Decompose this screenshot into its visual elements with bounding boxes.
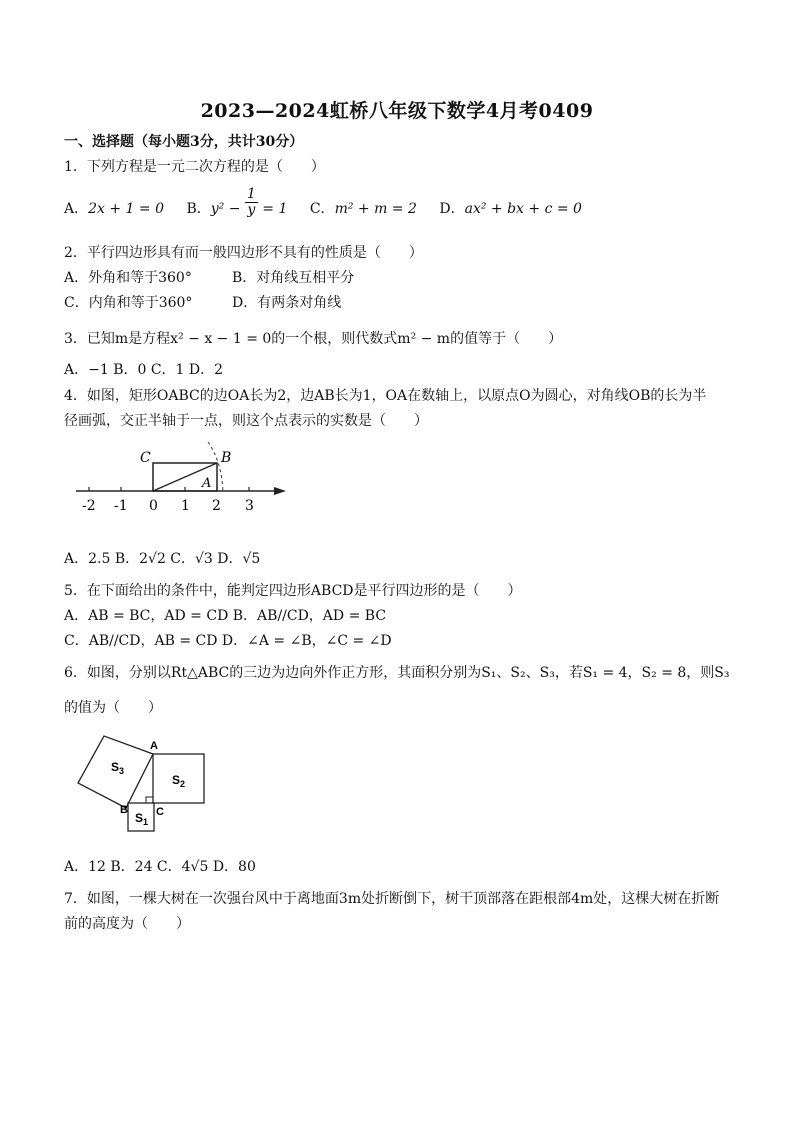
axis-arrow-icon bbox=[274, 487, 286, 495]
label-b: B bbox=[221, 450, 232, 466]
question-6-options: A．12 B．24 C．4√5 D．80 bbox=[64, 859, 256, 875]
label-b: B bbox=[120, 804, 128, 816]
q1-option-d bbox=[439, 200, 582, 218]
q1-option-d-label: D． bbox=[439, 201, 465, 217]
label-s1 bbox=[135, 811, 148, 827]
label-c: C bbox=[156, 806, 164, 818]
q1-option-a bbox=[64, 200, 164, 218]
q1-option-a-label: A． bbox=[64, 201, 89, 217]
label-s3 bbox=[111, 760, 124, 776]
q2-option-c: C．内角和等于360° bbox=[64, 295, 193, 311]
q1-option-c-expr: m² + m = 2 bbox=[334, 201, 417, 217]
pythagoras-squares-figure bbox=[74, 735, 214, 835]
question-2-options-row1 bbox=[64, 269, 354, 287]
label-s3-letter: S bbox=[111, 760, 120, 774]
number-line-figure bbox=[70, 438, 300, 520]
question-1-stem: 1．下列方程是一元二次方程的是（ ） bbox=[64, 159, 325, 175]
question-3-options: A．−1 B．0 C．1 D．2 bbox=[64, 362, 224, 378]
label-s2 bbox=[172, 773, 185, 789]
question-6-stem-line1: 6．如图，分别以Rt△ABC的三边为边向外作正方形，其面积分别为S₁、S₂、S₃，若S₁ = 4，S₂ = 8，则S₃ bbox=[64, 665, 730, 681]
tick-label: 2 bbox=[212, 498, 221, 514]
tick-label: 0 bbox=[149, 498, 158, 514]
q1-option-b-fraction bbox=[245, 187, 258, 218]
q2-option-a: A．外角和等于360° bbox=[64, 270, 192, 286]
q1-option-b bbox=[186, 185, 288, 218]
q1-option-b-post: = 1 bbox=[262, 201, 288, 217]
section-heading: 一、选择题（每小题3分，共计30分） bbox=[64, 134, 304, 150]
tick-label: 3 bbox=[245, 498, 254, 514]
label-s2-letter: S bbox=[172, 773, 181, 787]
question-5-options-row2: C．AB//CD，AB = CD D．∠A = ∠B，∠C = ∠D bbox=[64, 633, 392, 649]
q1-option-c-label: C． bbox=[309, 201, 335, 217]
question-2-options-row2 bbox=[64, 294, 341, 312]
question-7-stem-line2: 前的高度为（ ） bbox=[64, 916, 190, 932]
question-4-stem-line2: 径画弧，交正半轴于一点，则这个点表示的实数是（ ） bbox=[64, 413, 428, 429]
question-3-stem: 3．已知m是方程x² − x − 1 = 0的一个根，则代数式m² − m的值等于（ ） bbox=[64, 331, 563, 347]
q2-option-d: D．有两条对角线 bbox=[232, 295, 342, 311]
label-a: A bbox=[150, 740, 158, 752]
label-s3-subscript: 3 bbox=[119, 766, 125, 776]
q1-option-d-expr: ax² + bx + c = 0 bbox=[464, 201, 582, 217]
question-2-stem: 2．平行四边形具有而一般四边形不具有的性质是（ ） bbox=[64, 245, 423, 261]
label-a: A bbox=[202, 476, 212, 491]
q1-option-a-expr: 2x + 1 = 0 bbox=[88, 201, 165, 217]
label-s1-subscript: 1 bbox=[143, 817, 149, 827]
tick-label: 1 bbox=[181, 498, 190, 514]
tick-label: -1 bbox=[114, 498, 128, 514]
fraction-numerator: 1 bbox=[246, 185, 256, 202]
q1-option-b-pre: y² − bbox=[210, 201, 241, 217]
question-5-options-row1: A．AB = BC，AD = CD B．AB//CD，AD = BC bbox=[64, 608, 387, 624]
page-title: 2023—2024虹桥八年级下数学4月考0409 bbox=[200, 100, 594, 122]
question-4-stem-line1: 4．如图，矩形OABC的边OA长为2，边AB长为1，OA在数轴上，以原点O为圆心，对角线OB的长为半 bbox=[64, 388, 707, 404]
right-angle-mark bbox=[146, 797, 153, 803]
tick-label: -2 bbox=[82, 498, 96, 514]
q1-option-b-label: B． bbox=[186, 201, 211, 217]
fraction-denominator: y bbox=[247, 201, 256, 218]
question-4-options: A．2.5 B．2√2 C．√3 D．√5 bbox=[64, 551, 261, 567]
q2-option-b: B．对角线互相平分 bbox=[232, 270, 355, 286]
label-s2-subscript: 2 bbox=[180, 779, 186, 789]
question-6-stem-line2: 的值为（ ） bbox=[64, 700, 162, 716]
question-7-stem-line1: 7．如图，一棵大树在一次强台风中于离地面3m处折断倒下，树干顶部落在距根部4m处，这棵大树在折断 bbox=[64, 891, 720, 907]
question-5-stem: 5．在下面给出的条件中，能判定四边形ABCD是平行四边形的是（ ） bbox=[64, 583, 522, 599]
label-c: C bbox=[140, 450, 151, 466]
label-s1-letter: S bbox=[135, 811, 144, 825]
q1-option-c bbox=[310, 200, 417, 218]
question-1-options bbox=[64, 185, 600, 218]
